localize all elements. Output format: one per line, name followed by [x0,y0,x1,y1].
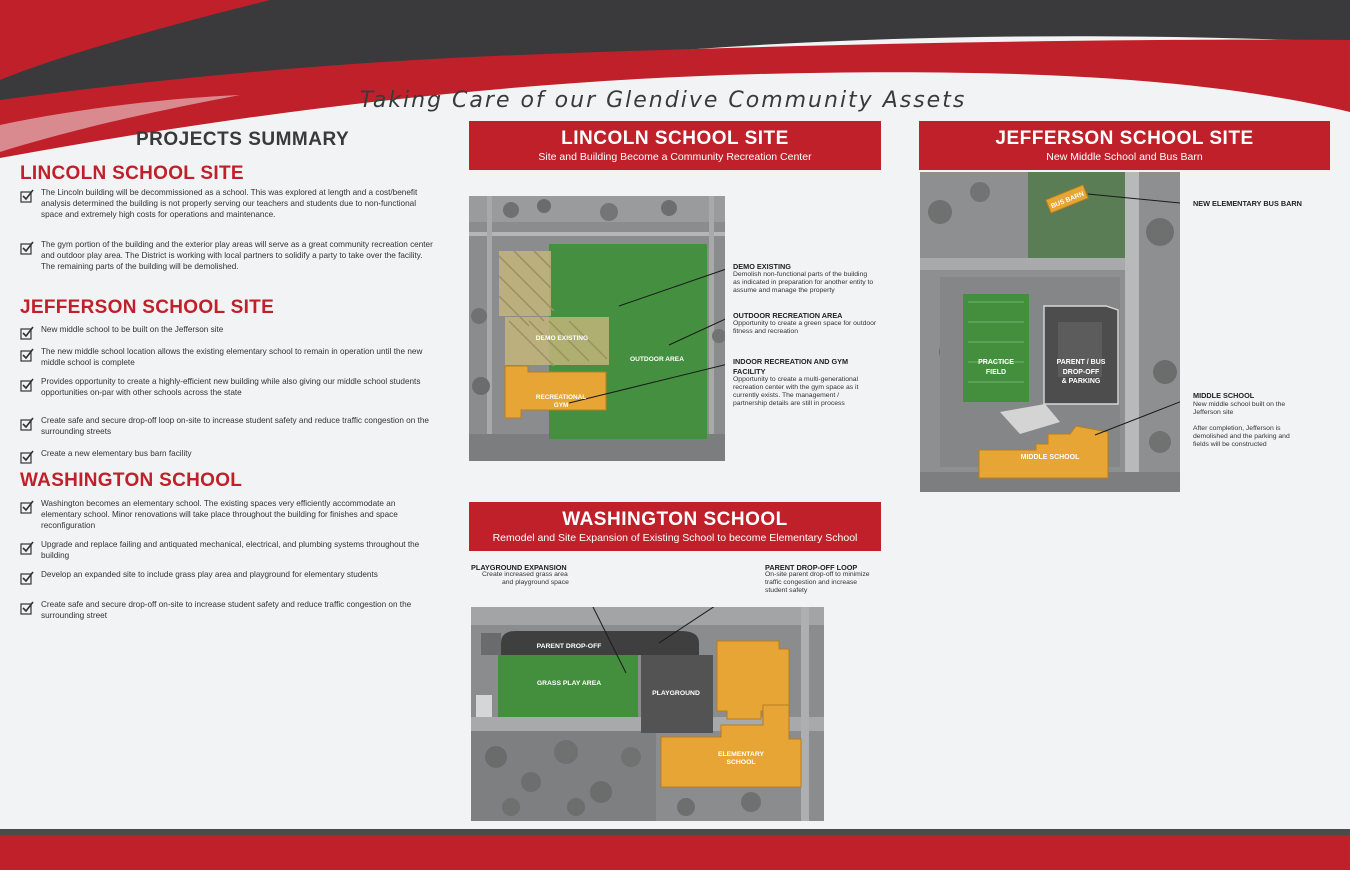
checkbox-icon [20,500,34,514]
list-item [20,240,435,272]
note-line: recreation center with the gym space as it [733,384,859,391]
list-item [20,449,435,464]
lincoln-subtitle: Site and Building Become a Community Recreation Center [538,151,812,163]
outdoor-rec-note-title: OUTDOOR RECREATION AREA [733,311,843,320]
page-tagline: Taking Care of our Glendive Community Assets [359,88,967,113]
playground-expansion-note-title: PLAYGROUND EXPANSION [471,563,567,572]
checkbox-icon [20,326,34,340]
footer-bar [0,835,1350,870]
list-item [20,540,420,562]
note-line: and playground space [502,579,569,586]
parent-bus-label-3: & PARKING [1061,378,1101,385]
washington-site-map [471,607,824,821]
lincoln-banner [469,121,881,170]
jefferson-title: JEFFERSON SCHOOL SITE [995,128,1254,149]
list-item [20,416,435,438]
list-item-text: Create a new elementary bus barn facility [41,449,192,458]
list-item-text: Provides opportunity to create a highly-efficient new building while also giving our middle school students opportunities on-par with other schools across the state [41,377,421,397]
parent-dropoff-map-label: PARENT DROP-OFF [536,643,602,650]
list-item [20,499,420,531]
note-line: Demolish non-functional parts of the building [733,271,868,278]
list-item-text: Create safe and secure drop-off on-site to increase student safety and reduce traffic congestion on the surrounding street [41,600,412,620]
list-item-text: Develop an expanded site to include grass play area and playground for elementary students [41,570,378,579]
list-item-text: Washington becomes an elementary school. The existing spaces very efficiently accommodate an elementary school. Minor renovations will take place throughout the building for finishes and space reconfiguration [41,499,398,530]
jefferson-summary-heading: JEFFERSON SCHOOL SITE [20,297,275,318]
note-line: After completion, Jefferson is [1193,425,1281,432]
washington-summary-heading: WASHINGTON SCHOOL [20,470,243,491]
indoor-rec-note-title-2: FACILITY [733,367,766,376]
list-item-text: New middle school to be built on the Jefferson site [41,325,224,334]
checkbox-icon [20,189,34,203]
elementary-school-label-1: ELEMENTARY [717,751,765,758]
note-line: fitness and recreation [733,328,798,335]
middle-school-label: MIDDLE SCHOOL [1020,454,1080,461]
list-item [20,377,435,399]
note-line: New middle school built on the [1193,401,1286,408]
washington-title: WASHINGTON SCHOOL [562,509,788,530]
checkbox-icon [20,378,34,392]
indoor-rec-note-title: INDOOR RECREATION AND GYM [733,357,849,366]
demo-existing-label: DEMO EXISTING [535,335,589,342]
outdoor-area-label: OUTDOOR AREA [630,356,684,363]
list-item-text: The Lincoln building will be decommissioned as a school. This was explored at length and a cost/benefit analysis determined the building is not properly serving our teachers and students due to non-functional space and extremely high costs for operations and maintenance. [41,188,418,219]
lincoln-title: LINCOLN SCHOOL SITE [561,128,789,149]
note-line: Create increased grass area [482,571,568,578]
parent-bus-label-2: DROP-OFF [1062,369,1100,376]
list-item [20,347,435,369]
list-item [20,325,435,340]
note-line: traffic congestion and increase [765,579,858,586]
bus-barn-note-title: NEW ELEMENTARY BUS BARN [1193,199,1302,208]
note-line: as indicated in preparation for another entity to [733,279,874,286]
lincoln-summary-heading: LINCOLN SCHOOL SITE [20,163,244,184]
parent-dropoff-note-title: PARENT DROP-OFF LOOP [765,563,858,572]
practice-field-label-1: PRACTICE [978,359,1014,366]
jefferson-banner [919,121,1330,170]
note-line: Opportunity to create a multi-generational [733,376,859,383]
note-line: student safety [765,587,808,594]
middle-school-note-title: MIDDLE SCHOOL [1193,391,1255,400]
projects-summary-title: PROJECTS SUMMARY [136,129,350,150]
washington-subtitle: Remodel and Site Expansion of Existing School to become Elementary School [492,532,858,544]
lincoln-site-map [469,196,725,461]
demo-existing-note-title: DEMO EXISTING [733,262,791,271]
jefferson-subtitle: New Middle School and Bus Barn [1046,151,1203,163]
list-item [20,600,420,622]
list-item [20,188,435,220]
playground-label: PLAYGROUND [652,690,700,697]
checkbox-icon [20,541,34,555]
bus-barn-label: BUS BARN [1050,190,1086,211]
note-line: currently exists. The management / [733,392,840,399]
recreational-gym-label-1: RECREATIONAL [535,394,587,401]
note-line: demolished and the parking and [1193,433,1290,440]
note-line: partnership details are still in process [733,400,845,407]
checkbox-icon [20,241,34,255]
elementary-school-label-2: SCHOOL [726,759,756,766]
list-item [20,570,420,585]
list-item-text: The gym portion of the building and the exterior play areas will serve as a great community recreation center and outdoor play area. The District is working with local partners to solidify a party to take over the facility. The remaining parts of the building will be demolished. [41,240,433,271]
note-line: Jefferson site [1193,409,1234,416]
washington-banner [469,502,881,551]
checkbox-icon [20,450,34,464]
note-line: fields will be constructed [1193,441,1267,448]
list-item-text: Upgrade and replace failing and antiquated mechanical, electrical, and plumbing systems throughout the building [41,540,420,560]
list-item-text: Create safe and secure drop-off loop on-site to increase student safety and reduce traffic congestion on the surrounding streets [41,416,429,436]
note-line: Opportunity to create a green space for outdoor [733,320,877,327]
list-item-text: The new middle school location allows the existing elementary school to remain in operation until the new middle school is complete [41,347,423,367]
note-line: On-site parent drop-off to minimize [765,571,870,578]
jefferson-site-map [920,172,1180,492]
note-line: assume and manage the property [733,287,835,294]
practice-field-label-2: FIELD [985,369,1007,376]
checkbox-icon [20,417,34,431]
parent-bus-label-1: PARENT / BUS [1056,359,1106,366]
grass-play-area-label: GRASS PLAY AREA [536,680,602,687]
checkbox-icon [20,571,34,585]
recreational-gym-label-2: GYM [553,402,569,409]
checkbox-icon [20,601,34,615]
checkbox-icon [20,348,34,362]
